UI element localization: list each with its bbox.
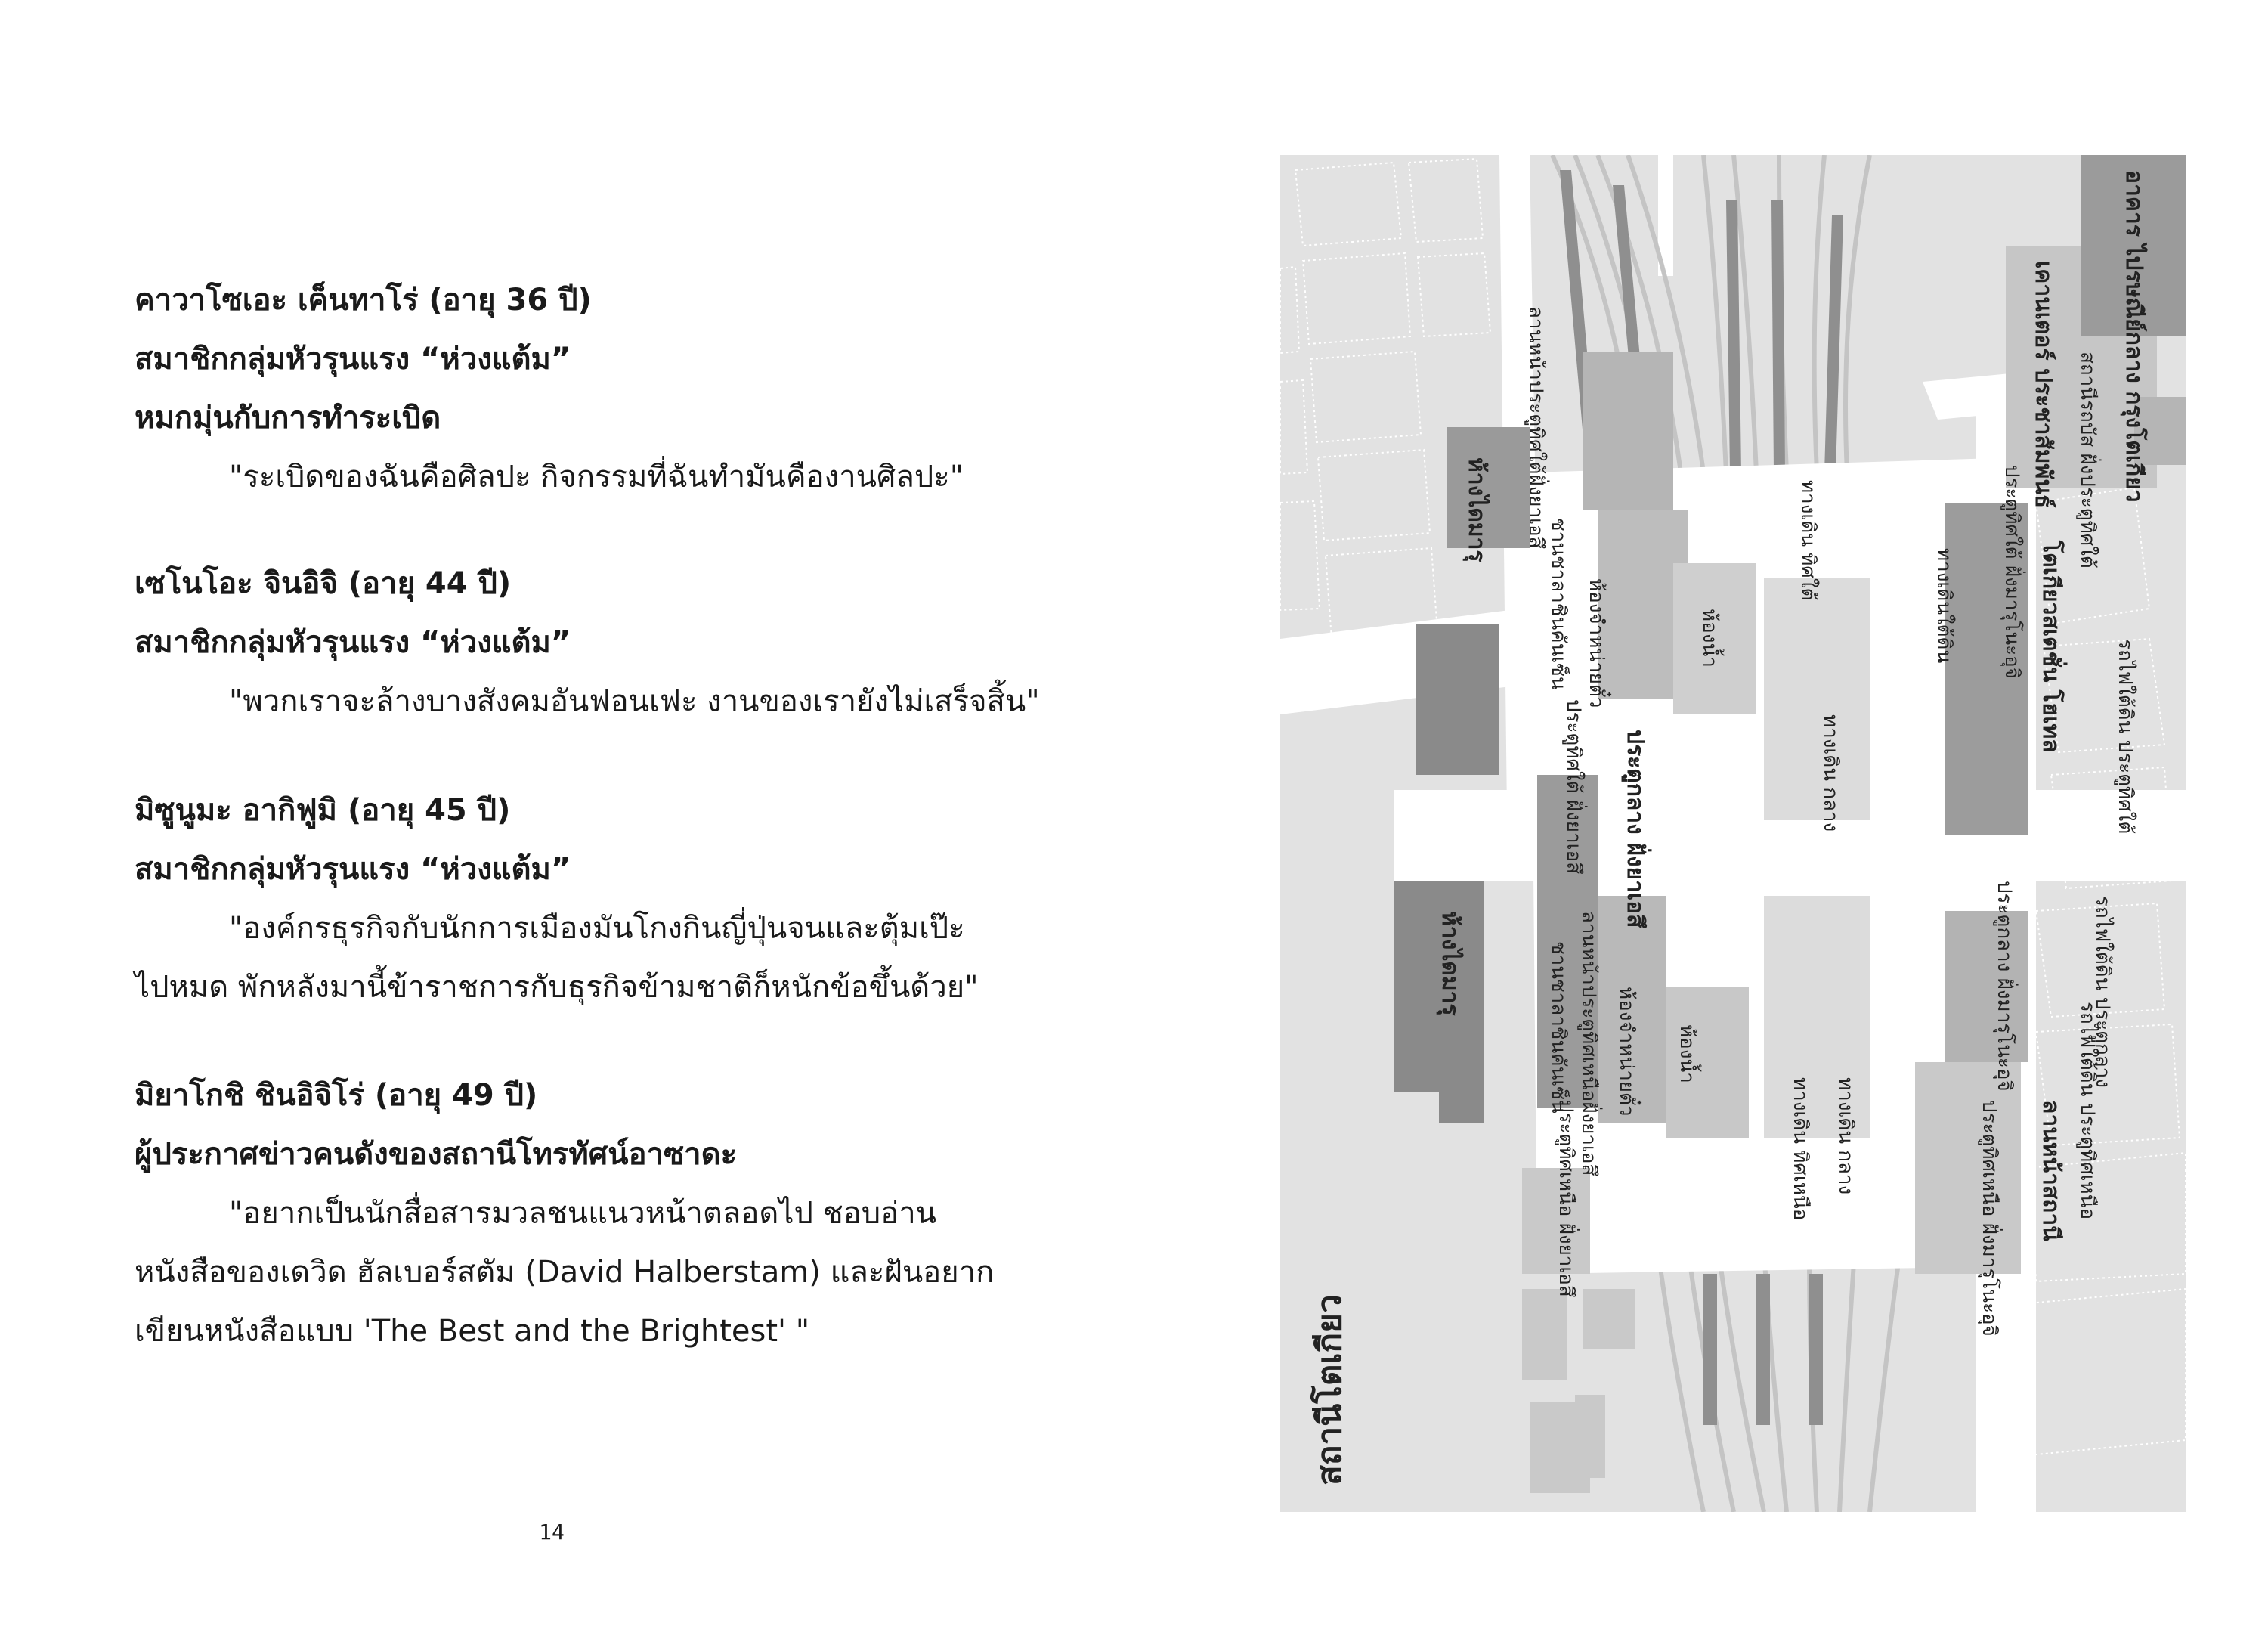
- character-name: คาวาโซเอะ เค็นทาโร่ (อายุ 36 ปี): [135, 283, 592, 318]
- character-role: สมาชิกกลุ่มหัวรุนแรง “ห่วงแต้ม”: [135, 852, 571, 887]
- character-quote: "องค์กรธุรกิจกับนักการเมืองมันโกงกินญี่ปุ่นจนและตุ้มเป๊ะ: [229, 911, 965, 946]
- character-entry: [135, 271, 1004, 507]
- station-map: [1280, 155, 2186, 1512]
- character-quote: เขียนหนังสือแบบ 'The Best and the Brightest' ": [135, 1314, 810, 1349]
- label-subway-center: รถไฟใต้ดิน ประตูกลาง: [2091, 896, 2114, 1088]
- label-marunouchi-center-gate: ประตูกลาง ฝั่งมารุโนะอุจิ: [1993, 881, 2016, 1092]
- character-entry: [135, 781, 1004, 1017]
- character-quote: "อยากเป็นนักสื่อสารมวลชนแนวหน้าตลอดไป ชอบอ่าน: [229, 1196, 936, 1231]
- character-quote: ไปหมด พักหลังมานี้ข้าราชการกับธุรกิจข้ามชาติก็หนักข้อขึ้นด้วย": [135, 970, 979, 1005]
- label-station-plaza: ลานหน้าสถานี: [2037, 1100, 2064, 1241]
- label-post-office: อาคาร ไปรษณีย์กลาง กรุงโตเกียว: [2121, 170, 2147, 503]
- character-name: มิยาโกชิ ชินอิจิโร่ (อายุ 49 ปี): [135, 1078, 538, 1113]
- label-daimaru-north: ห้างไดมารุ: [1437, 911, 1463, 1016]
- character-quote: "พวกเราจะล้างบางสังคมอันฟอนเฟะ งานของเรายังไม่เสร็จสิ้น": [229, 684, 1040, 719]
- label-platform-mid: ทางเดิน กลาง: [1834, 1077, 1857, 1195]
- character-quote: หนังสือของเดวิด ฮัลเบอร์สตัม (David Halberstam) และฝันอยาก: [135, 1255, 995, 1290]
- character-role: สมาชิกกลุ่มหัวรุนแรง “ห่วงแต้ม”: [135, 342, 571, 376]
- label-ticket-north: ห้องจำหน่ายตั๋ว: [1615, 987, 1638, 1117]
- label-taxi-north: รถไฟใต้ดิน ประตูทิศเหนือ: [2076, 1002, 2099, 1220]
- label-bus-terminal: สถานีรถบัส ฝั่งประตูทิศใต้: [2076, 352, 2099, 568]
- label-yaesu-passage-south: ลานหน้าประตูทิศใต้ฝั่งยาเอสึ: [1524, 306, 1547, 549]
- character-role: สมาชิกกลุ่มหัวรุนแรง “ห่วงแต้ม”: [135, 625, 571, 660]
- label-kitte: เคานเตอร์ ประชาสัมพันธ์: [2030, 261, 2056, 509]
- character-detail: หมกมุ่นกับการทำระเบิด: [135, 401, 441, 435]
- label-restroom-north: ห้องน้ำ: [1675, 1024, 1698, 1083]
- map-title: สถานีโตเกียว: [1310, 1294, 1349, 1485]
- label-daimaru-south: ห้างไดมารุ: [1463, 457, 1490, 562]
- station-map-svg: [1280, 155, 2186, 1512]
- page-number: 14: [539, 1520, 565, 1544]
- character-entry: [135, 554, 1040, 731]
- label-ticket-south: ห้องจำหน่ายตั๋ว: [1585, 578, 1607, 708]
- label-yaesu-passage-north: ลานหน้าประตูทิศเหนือฝั่งยาเอสึ: [1577, 911, 1600, 1176]
- label-underground-mall: ทางเดินใต้ดิน: [1932, 548, 1955, 664]
- label-center-passage: ทางเดิน กลาง: [1819, 714, 1842, 832]
- character-name: มิซูนูมะ อากิฟูมิ (อายุ 45 ปี): [135, 793, 511, 828]
- label-yaesu-north-gate: ประตูทิศเหนือ ฝั่งยาเอสึ: [1555, 1100, 1577, 1297]
- label-yaesu-south-gate: ประตูทิศใต้ ฝั่งยาเอสึ: [1562, 699, 1585, 874]
- label-marunouchi-north-gate: ประตูทิศเหนือ ฝั่งมารุโนะอุจิ: [1978, 1100, 2000, 1337]
- character-name: เซโนโอะ จินอิจิ (อายุ 44 ปี): [135, 566, 512, 601]
- character-quote: "ระเบิดของฉันคือศิลปะ กิจกรรมที่ฉันทำมันคืองานศิลปะ": [229, 460, 964, 494]
- label-north-passage: ทางเดิน ทิศเหนือ: [1789, 1077, 1812, 1221]
- label-marunouchi-south-gate: ประตูทิศใต้ ฝั่งมารุโนะอุจิ: [2000, 465, 2023, 679]
- label-yaesu-center-gate: ประตูกลาง ฝั่งยาเอสึ: [1622, 730, 1648, 928]
- city-blocks: [1280, 159, 1490, 639]
- label-restroom-south: ห้องน้ำ: [1698, 609, 1721, 668]
- label-tokyo-station-hotel: โตเกียวสเตชั่น โฮเทล: [2037, 541, 2064, 753]
- character-entry: [135, 1066, 1004, 1361]
- character-role: ผู้ประกาศข่าวคนดังของสถานีโทรทัศน์อาซาดะ: [135, 1137, 738, 1172]
- label-shinkansen-north: ชานชาลาชินคันเซ็น: [1547, 941, 1570, 1114]
- label-taxi-south: รถไฟใต้ดิน ประตูทิศใต้: [2114, 639, 2136, 835]
- label-south-passage: ทางเดิน ทิศใต้: [1796, 480, 1819, 601]
- label-shinkansen-south: ชานชาลาชินคันเซ็น: [1547, 518, 1570, 690]
